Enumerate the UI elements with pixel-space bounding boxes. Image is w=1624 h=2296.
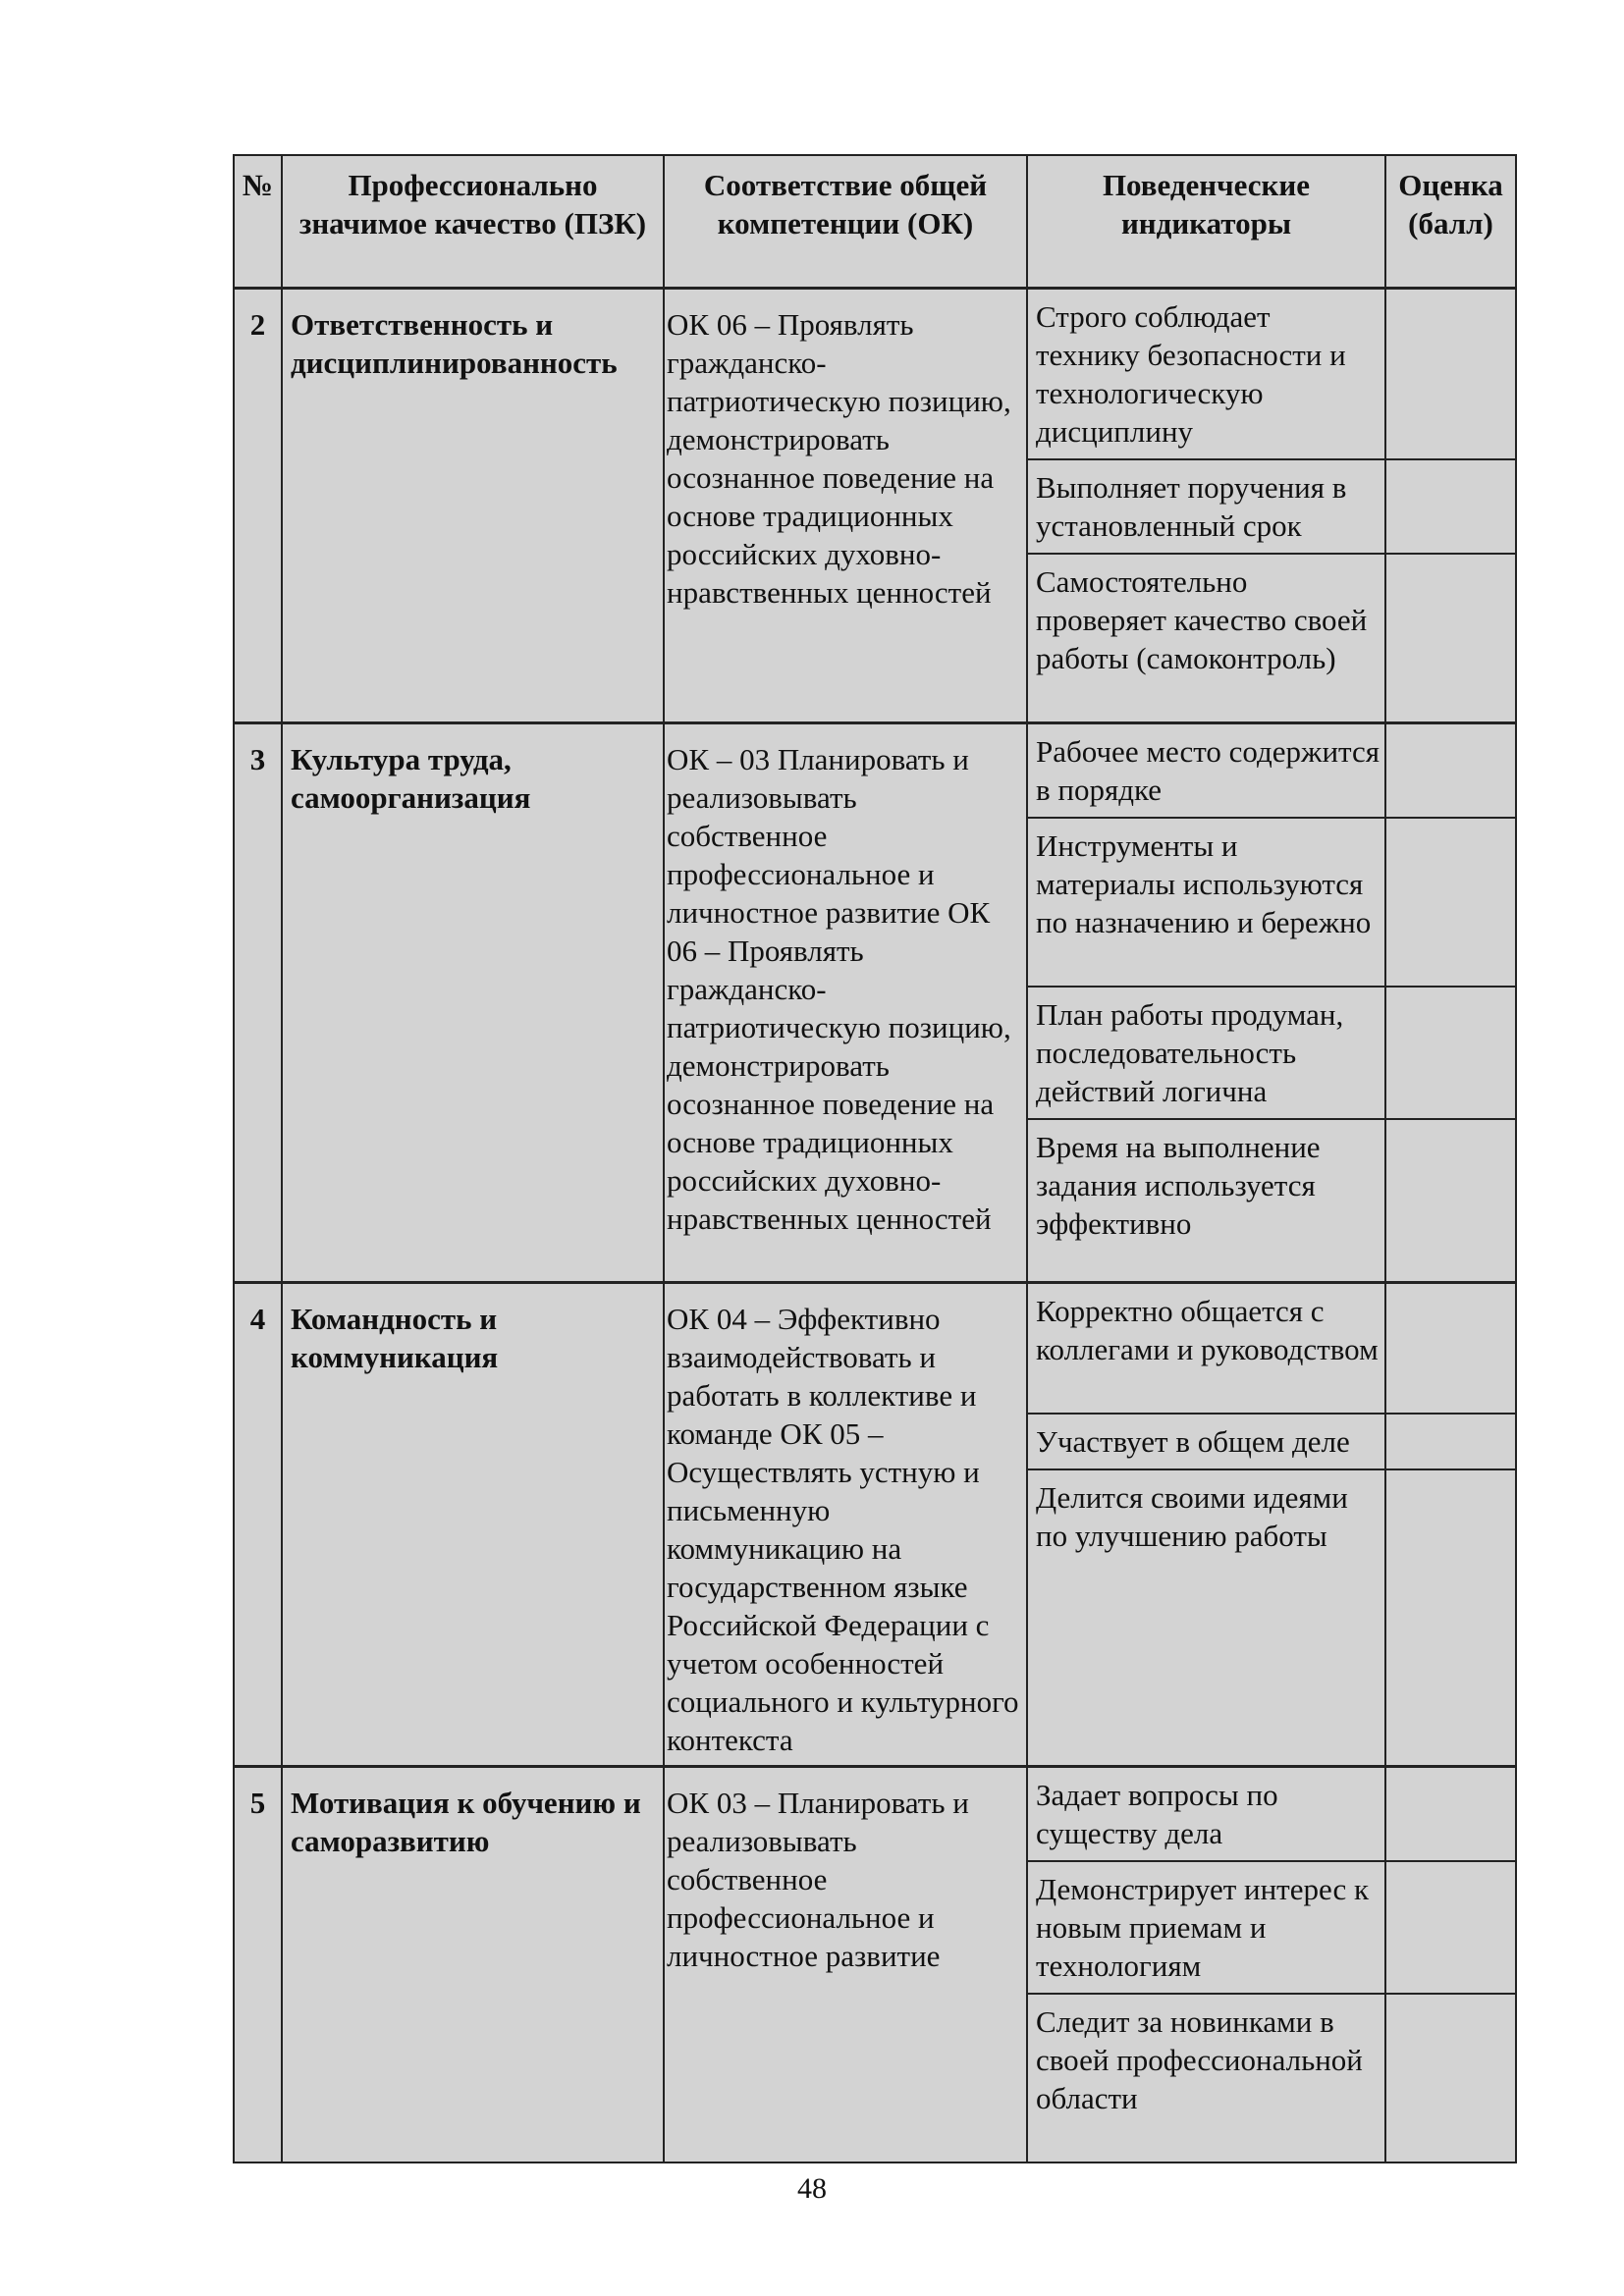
score-cell [1385, 1282, 1516, 1414]
score-cell [1385, 554, 1516, 723]
score-cell [1385, 1469, 1516, 1766]
header-row [234, 155, 1516, 288]
row-number: 2 [234, 288, 282, 723]
indicator-cell: Инструменты и материалы используются по назначению и бережно [1027, 818, 1385, 987]
table-row [234, 288, 1516, 459]
header-number: № [234, 155, 282, 288]
header-indicators: Поведенческие индикаторы [1027, 155, 1385, 288]
indicator-cell: Самостоятельно проверяет качество своей работы (самоконтроль) [1027, 554, 1385, 723]
score-cell [1385, 1414, 1516, 1469]
indicator-cell: Демонстрирует интерес к новым приемам и технологиям [1027, 1861, 1385, 1994]
indicator-cell: Задает вопросы по существу дела [1027, 1766, 1385, 1861]
score-cell [1385, 1861, 1516, 1994]
competence-cell: ОК 06 – Проявлять гражданско-патриотическую позицию, демонстрировать осознанное поведение на основе традиционных российских духовно-нравственных ценностей [664, 288, 1027, 723]
score-cell [1385, 459, 1516, 554]
assessment-table [233, 154, 1517, 2163]
quality-cell: Культура труда, самоорганизация [282, 723, 664, 1283]
score-cell [1385, 818, 1516, 987]
row-number: 3 [234, 723, 282, 1283]
header-score: Оценка (балл) [1385, 155, 1516, 288]
indicator-cell: Рабочее место содержится в порядке [1027, 723, 1385, 819]
quality-cell: Мотивация к обучению и саморазвитию [282, 1766, 664, 2163]
score-cell [1385, 1766, 1516, 1861]
assessment-table-container [233, 154, 1515, 2163]
indicator-cell: Делится своими идеями по улучшению работы [1027, 1469, 1385, 1766]
competence-cell: ОК 03 – Планировать и реализовывать собственное профессиональное и личностное развитие [664, 1766, 1027, 2163]
indicator-cell: Участвует в общем деле [1027, 1414, 1385, 1469]
score-cell [1385, 723, 1516, 819]
score-cell [1385, 288, 1516, 459]
score-cell [1385, 987, 1516, 1119]
page-number: 48 [797, 2172, 827, 2205]
table-row [234, 723, 1516, 819]
indicator-cell: Следит за новинками в своей профессиональной области [1027, 1994, 1385, 2163]
indicator-cell: Выполняет поручения в установленный срок [1027, 459, 1385, 554]
header-competence: Соответствие общей компетенции (ОК) [664, 155, 1027, 288]
table-row [234, 1282, 1516, 1414]
indicator-cell: Строго соблюдает технику безопасности и технологическую дисциплину [1027, 288, 1385, 459]
indicator-cell: Корректно общается с коллегами и руководством [1027, 1282, 1385, 1414]
table-row [234, 1766, 1516, 1861]
competence-cell: ОК – 03 Планировать и реализовывать собственное профессиональное и личностное развитие ОК 06 – Проявлять гражданско-патриотическую позицию, демонстрировать осознанное поведение на основе традиционных российских духовно-нравственных ценностей [664, 723, 1027, 1283]
competence-cell: ОК 04 – Эффективно взаимодействовать и работать в коллективе и команде ОК 05 – Осуществлять устную и письменную коммуникацию на государственном языке Российской Федерации с учетом особенностей социального и культурного контекста [664, 1282, 1027, 1766]
quality-cell: Ответственность и дисциплинированность [282, 288, 664, 723]
row-number: 4 [234, 1282, 282, 1766]
header-quality: Профессионально значимое качество (ПЗК) [282, 155, 664, 288]
indicator-cell: План работы продуман, последовательность действий логична [1027, 987, 1385, 1119]
indicator-cell: Время на выполнение задания используется эффективно [1027, 1119, 1385, 1282]
score-cell [1385, 1994, 1516, 2163]
score-cell [1385, 1119, 1516, 1282]
row-number: 5 [234, 1766, 282, 2163]
quality-cell: Командность и коммуникация [282, 1282, 664, 1766]
